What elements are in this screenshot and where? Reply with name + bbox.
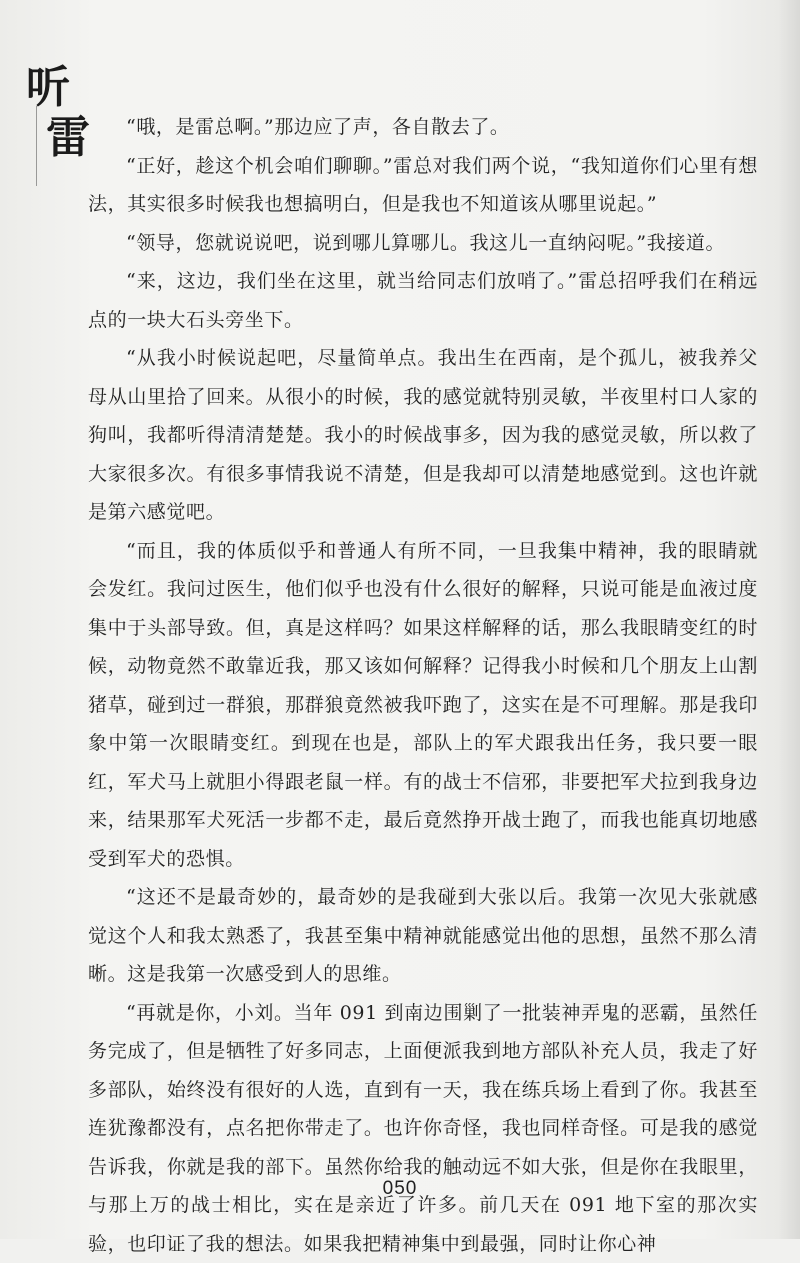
book-title-char-2: 雷 [46, 116, 90, 160]
paragraph: “这还不是最奇妙的，最奇妙的是我碰到大张以后。我第一次见大张就感觉这个人和我太熟悉了，我甚至集中精神就能感觉出他的思想，虽然不那么清晰。这是我第一次感受到人的思维。 [88, 878, 758, 994]
paragraph: “领导，您就说说吧，说到哪儿算哪儿。我这儿一直纳闷呢。”我接道。 [88, 224, 758, 263]
title-divider [36, 106, 37, 186]
paragraph: “来，这边，我们坐在这里，就当给同志们放哨了。”雷总招呼我们在稍远点的一块大石头旁坐下。 [88, 262, 758, 339]
paragraph: “再就是你，小刘。当年 091 到南边围剿了一批装神弄鬼的恶霸，虽然任务完成了，但是牺牲了好多同志，上面便派我到地方部队补充人员，我走了好多部队，始终没有很好的人选，直到有一天，我在练兵场上看到了你。我甚至连犹豫都没有，点名把你带走了。也许你奇怪，我也同样奇怪。可是我的感觉告诉我，你就是我的部下。虽然你给我的触动远不如大张，但是你在我眼里，与那上万的战士相比，实在是亲近了许多。前几天在 091 地下室的那次实验，也印证了我的想法。如果我把精神集中到最强，同时让你心神 [88, 994, 758, 1263]
paragraph: “哦，是雷总啊。”那边应了声，各自散去了。 [88, 108, 758, 147]
paragraph: “从我小时候说起吧，尽量简单点。我出生在西南，是个孤儿，被我养父母从山里拾了回来。从很小的时候，我的感觉就特别灵敏，半夜里村口人家的狗叫，我都听得清清楚楚。我小的时候战事多，因为我的感觉灵敏，所以救了大家很多次。有很多事情我说不清楚，但是我却可以清楚地感觉到。这也许就是第六感觉吧。 [88, 339, 758, 532]
book-title-char-1: 听 [26, 66, 70, 110]
paragraph: “而且，我的体质似乎和普通人有所不同，一旦我集中精神，我的眼睛就会发红。我问过医生，他们似乎也没有什么很好的解释，只说可能是血液过度集中于头部导致。但，真是这样吗？如果这样解释的话，那么我眼睛变红的时候，动物竟然不敢靠近我，那又该如何解释？记得我小时候和几个朋友上山割猪草，碰到过一群狼，那群狼竟然被我吓跑了，这实在是不可理解。那是我印象中第一次眼睛变红。到现在也是，部队上的军犬跟我出任务，我只要一眼红，军犬马上就胆小得跟老鼠一样。有的战士不信邪，非要把军犬拉到我身边来，结果那军犬死活一步都不走，最后竟然挣开战士跑了，而我也能真切地感受到军犬的恐惧。 [88, 532, 758, 879]
spine-shadow [778, 0, 800, 1239]
book-title [18, 58, 88, 178]
paragraph: “正好，趁这个机会咱们聊聊。”雷总对我们两个说，“我知道你们心里有想法，其实很多时候我也想搞明白，但是我也不知道该从哪里说起。” [88, 147, 758, 224]
page-content [88, 108, 758, 1148]
page-number: 050 [0, 1178, 800, 1200]
